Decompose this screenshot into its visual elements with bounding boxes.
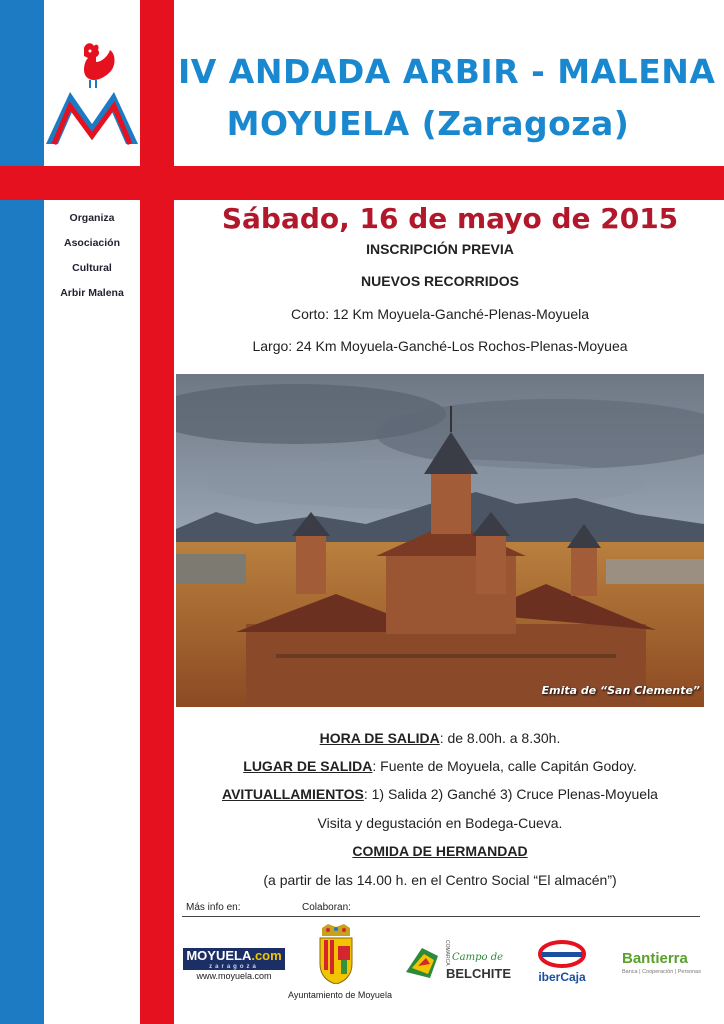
sidebar-cultural: Cultural bbox=[72, 262, 112, 274]
supplies bbox=[180, 786, 700, 802]
meal-heading bbox=[180, 843, 700, 859]
meal-heading-text: COMIDA DE HERMANDAD bbox=[352, 843, 528, 859]
moyuela-url: www.moyuela.com bbox=[196, 971, 272, 981]
supplies-label: AVITUALLAMIENTOS bbox=[222, 786, 364, 802]
bantierra-tagline: Banca | Cooperación | Personas bbox=[622, 969, 701, 975]
title-line-2: MOYUELA (Zaragoza) bbox=[226, 104, 630, 143]
belchite-emblem-icon bbox=[404, 942, 444, 982]
departure-time-value: : de 8.00h. a 8.30h. bbox=[439, 730, 561, 746]
coat-of-arms-icon bbox=[316, 924, 356, 984]
campo-label: Campo de bbox=[452, 952, 504, 963]
m-letter-icon bbox=[46, 92, 138, 144]
routes-heading: NUEVOS RECORRIDOS bbox=[361, 273, 519, 289]
event-date: Sábado, 16 de mayo de 2015 bbox=[221, 202, 679, 235]
departure-place-value: : Fuente de Moyuela, calle Capitán Godoy. bbox=[372, 758, 637, 774]
red-cross-vertical bbox=[140, 0, 174, 1024]
ayuntamiento-label: Ayuntamiento de Moyuela bbox=[288, 990, 392, 1000]
ibercaja-icon bbox=[538, 940, 586, 968]
visit-note: Visita y degustación en Bodega-Cueva. bbox=[317, 815, 563, 831]
meal-detail: (a partir de las 14.00 h. en el Centro Social “El almacén”) bbox=[263, 872, 617, 888]
supplies-value: : 1) Salida 2) Ganché 3) Cruce Plenas-Moyuela bbox=[363, 786, 658, 802]
blue-side-band bbox=[0, 0, 44, 1024]
sponsors-label: Colaboran: bbox=[302, 902, 351, 913]
red-cross-horizontal bbox=[0, 166, 724, 200]
belchite-label: BELCHITE bbox=[446, 966, 511, 981]
title-line-1: IV ANDADA ARBIR - MALENA bbox=[178, 52, 716, 91]
church-photo bbox=[176, 374, 704, 707]
moyuela-logo-main: MOYUELA bbox=[186, 948, 252, 963]
moyuela-logo-suffix: .com bbox=[251, 948, 282, 963]
comarca-label: COMARCA bbox=[444, 940, 450, 966]
departure-time-label: HORA DE SALIDA bbox=[319, 730, 440, 746]
route-long: Largo: 24 Km Moyuela-Ganché-Los Rochos-Plenas-Moyuea bbox=[252, 338, 628, 354]
association-logo bbox=[44, 40, 140, 148]
moyuela-logo bbox=[183, 948, 285, 970]
departure-place bbox=[180, 758, 700, 774]
ibercaja-label: iberCaja bbox=[538, 970, 586, 984]
route-short: Corto: 12 Km Moyuela-Ganché-Plenas-Moyuela bbox=[290, 306, 590, 322]
sidebar-asociacion: Asociación bbox=[63, 237, 121, 249]
departure-place-label: LUGAR DE SALIDA bbox=[243, 758, 373, 774]
rooster-icon bbox=[84, 43, 115, 88]
bantierra-label: Bantierra bbox=[622, 950, 688, 967]
photo-caption: Emita de “San Clemente” bbox=[541, 684, 700, 697]
sidebar-arbir-malena: Arbir Malena bbox=[60, 287, 124, 299]
moyuela-logo-sub: zaragoza bbox=[209, 964, 259, 970]
more-info-label: Más info en: bbox=[186, 902, 241, 913]
footer-rule bbox=[182, 916, 700, 917]
sidebar-organiza: Organiza bbox=[69, 212, 115, 224]
departure-time bbox=[180, 730, 700, 746]
registration-note: INSCRIPCIÓN PREVIA bbox=[366, 241, 514, 257]
